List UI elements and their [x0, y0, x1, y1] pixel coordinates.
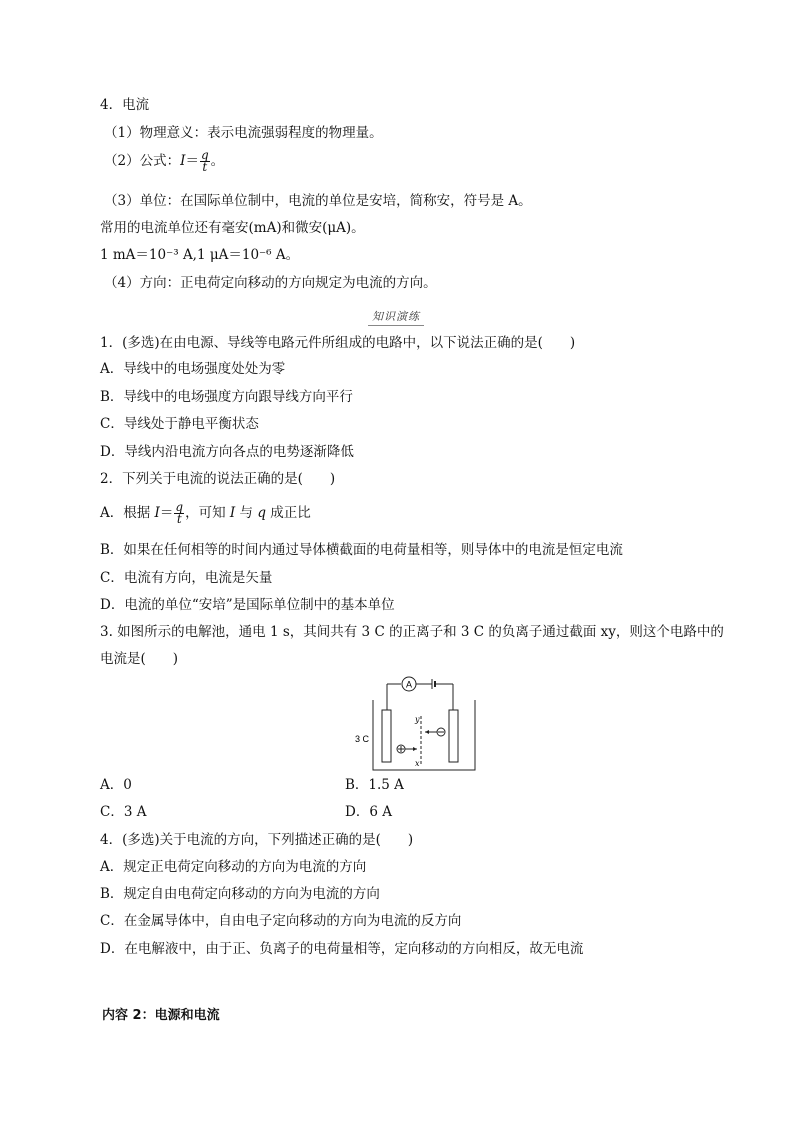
q4-option-b: B．规定自由电荷定向移动的方向为电流的方向	[100, 886, 380, 902]
q2a-denominator: t	[176, 512, 182, 526]
q2-option-c: C．电流有方向，电流是矢量	[100, 570, 273, 586]
q3-option-c: C．3 A	[100, 804, 147, 820]
q2a-current-symbol: I	[229, 505, 236, 521]
item-3-unit: （3）单位：在国际单位制中，电流的单位是安培，简称安，符号是 A。	[104, 193, 532, 209]
q3-stem-line2: 电流是( )	[100, 651, 179, 667]
q1-option-d: D．导线内沿电流方向各点的电势逐渐降低	[100, 444, 354, 460]
formula-lhs: I	[180, 153, 186, 169]
item-2-formula	[104, 150, 224, 173]
q2a-mid: ，可知	[185, 505, 230, 521]
item-3-common-units: 常用的电流单位还有毫安(mA)和微安(μA)。	[100, 220, 365, 236]
label-x: x	[415, 759, 420, 768]
ammeter-label: A	[405, 679, 413, 690]
practice-heading: 知识演练	[368, 308, 424, 326]
q2a-prefix: A．根据	[100, 505, 155, 521]
formula-fraction	[200, 150, 210, 173]
item-1-meaning: （1）物理意义：表示电流强弱程度的物理量。	[104, 125, 383, 141]
item-3-conversion: 1 mA＝10⁻³ A,1 μA＝10⁻⁶ A。	[100, 247, 300, 263]
q3-option-d: D．6 A	[345, 804, 392, 820]
q3-option-b: B．1.5 A	[345, 777, 404, 793]
q2a-lhs: I	[154, 505, 160, 521]
item-4-direction: （4）方向：正电荷定向移动的方向规定为电流的方向。	[104, 275, 437, 291]
q3-stem-line1: 3. 如图所示的电解池，通电 1 s，其间共有 3 C 的正离子和 3 C 的负离子通过截面 xy，则这个电路中的	[100, 624, 724, 640]
q2-option-a	[100, 502, 311, 525]
q4-stem: 4．(多选)关于电流的方向，下列描述正确的是( )	[100, 832, 414, 848]
fraction-denominator: t	[202, 160, 208, 174]
section-4-title: 4．电流	[100, 97, 150, 113]
q3-option-a: A．0	[100, 777, 132, 793]
electrolytic-cell-diagram	[355, 672, 495, 772]
formula-eq: ＝	[185, 153, 199, 169]
formula-prefix: （2）公式：	[104, 153, 181, 169]
q4-option-a: A．规定正电荷定向移动的方向为电流的方向	[100, 859, 367, 875]
q2-option-b: B．如果在任何相等的时间内通过导体横截面的电荷量相等，则导体中的电流是恒定电流	[100, 542, 623, 558]
q1-option-c: C．导线处于静电平衡状态	[100, 416, 259, 432]
q1-stem: 1．(多选)在由电源、导线等电路元件所组成的电路中，以下说法正确的是( )	[100, 335, 576, 351]
left-arrow-icon	[425, 730, 429, 734]
q2a-fraction	[174, 502, 184, 525]
left-electrode	[382, 710, 391, 762]
q2a-numerator: q	[175, 500, 184, 514]
q2a-eq: ＝	[159, 505, 174, 521]
right-arrow-icon	[413, 747, 417, 751]
fraction-numerator: q	[200, 148, 209, 162]
charge-label: 3 C	[355, 734, 370, 744]
q2a-charge-symbol: q	[257, 505, 266, 521]
label-y: y	[415, 715, 420, 724]
q4-option-c: C．在金属导体中，自由电子定向移动的方向为电流的反方向	[100, 913, 462, 929]
q1-option-a: A．导线中的电场强度处处为零	[100, 361, 286, 377]
formula-suffix: 。	[210, 153, 225, 169]
q2-stem: 2．下列关于电流的说法正确的是( )	[100, 471, 336, 487]
q2a-and: 与	[235, 505, 258, 521]
q1-option-b: B．导线中的电场强度方向跟导线方向平行	[100, 389, 353, 405]
content-2-heading: 内容 2：电源和电流	[102, 1008, 220, 1023]
q2a-suffix: 成正比	[265, 505, 311, 521]
electrolytic-cell-figure	[355, 672, 495, 776]
q4-option-d: D．在电解液中，由于正、负离子的电荷量相等，定向移动的方向相反，故无电流	[100, 941, 584, 957]
right-electrode	[449, 710, 458, 762]
q2-option-d: D．电流的单位“安培”是国际单位制中的基本单位	[100, 597, 395, 613]
